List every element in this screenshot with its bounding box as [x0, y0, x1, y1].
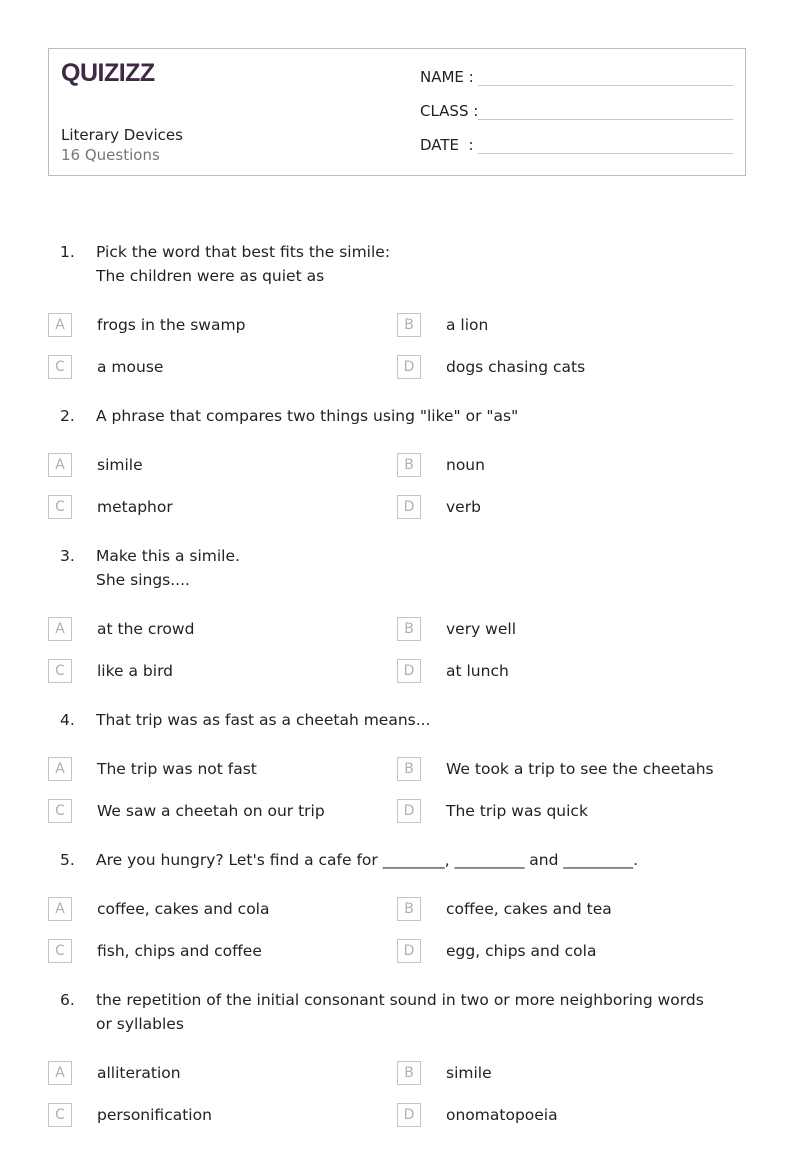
option-letter-box[interactable]: B — [397, 453, 421, 477]
question-number: 2. — [60, 407, 75, 425]
answer-option[interactable] — [397, 444, 746, 486]
option-text: The trip was quick — [446, 802, 588, 820]
answer-options — [48, 748, 748, 832]
option-letter-box[interactable]: D — [397, 355, 421, 379]
option-letter-box[interactable]: D — [397, 495, 421, 519]
answer-option[interactable] — [397, 748, 746, 790]
answer-option[interactable] — [48, 888, 397, 930]
question-count: 16 Questions — [61, 146, 160, 164]
answer-option[interactable] — [48, 1094, 397, 1136]
answer-option[interactable] — [397, 930, 746, 972]
option-text: at lunch — [446, 662, 509, 680]
option-letter-box[interactable]: A — [48, 757, 72, 781]
answer-options — [48, 608, 748, 692]
option-letter-box[interactable]: C — [48, 355, 72, 379]
answer-option[interactable] — [48, 748, 397, 790]
answer-options — [48, 888, 748, 972]
answer-option[interactable] — [48, 930, 397, 972]
option-letter-box[interactable]: A — [48, 897, 72, 921]
option-letter-box[interactable]: B — [397, 313, 421, 337]
question-number: 6. — [60, 991, 75, 1009]
option-letter-box[interactable]: A — [48, 453, 72, 477]
option-text: at the crowd — [97, 620, 195, 638]
answer-option[interactable] — [397, 790, 746, 832]
option-text: very well — [446, 620, 517, 638]
answer-option[interactable] — [48, 444, 397, 486]
option-letter-box[interactable]: D — [397, 939, 421, 963]
worksheet-header — [48, 48, 746, 176]
answer-option[interactable] — [397, 888, 746, 930]
question-list — [48, 240, 748, 1152]
answer-option[interactable] — [48, 346, 397, 388]
option-text: metaphor — [97, 498, 173, 516]
option-text: onomatopoeia — [446, 1106, 558, 1124]
question-text: Make this a simile. She sings.... — [96, 547, 240, 589]
option-text: simile — [97, 456, 143, 474]
date-line[interactable] — [478, 153, 733, 154]
answer-option[interactable] — [48, 304, 397, 346]
option-letter-box[interactable]: D — [397, 1103, 421, 1127]
question-text: Are you hungry? Let's find a cafe for ________, _________ and _________. — [96, 851, 639, 869]
option-letter-box[interactable]: A — [48, 1061, 72, 1085]
question — [48, 240, 748, 288]
question-text: That trip was as fast as a cheetah means... — [96, 711, 431, 729]
option-text: coffee, cakes and cola — [97, 900, 270, 918]
answer-option[interactable] — [48, 608, 397, 650]
option-letter-box[interactable]: D — [397, 659, 421, 683]
option-letter-box[interactable]: B — [397, 1061, 421, 1085]
option-letter-box[interactable]: B — [397, 897, 421, 921]
option-letter-box[interactable]: C — [48, 1103, 72, 1127]
answer-option[interactable] — [397, 1052, 746, 1094]
class-line[interactable] — [478, 119, 733, 120]
option-text: The trip was not fast — [97, 760, 257, 778]
option-text: verb — [446, 498, 481, 516]
answer-option[interactable] — [397, 608, 746, 650]
answer-options — [48, 304, 748, 388]
name-label: NAME : — [420, 68, 474, 86]
option-text: like a bird — [97, 662, 174, 680]
date-field[interactable] — [420, 136, 474, 154]
answer-options — [48, 1052, 748, 1136]
question — [48, 708, 748, 732]
answer-option[interactable] — [48, 1052, 397, 1094]
option-text: personification — [97, 1106, 212, 1124]
option-text: egg, chips and cola — [446, 942, 597, 960]
option-text: a mouse — [97, 358, 164, 376]
option-text: simile — [446, 1064, 492, 1082]
answer-option[interactable] — [397, 304, 746, 346]
answer-option[interactable] — [48, 486, 397, 528]
option-letter-box[interactable]: D — [397, 799, 421, 823]
option-text: We took a trip to see the cheetahs — [446, 760, 714, 778]
option-text: dogs chasing cats — [446, 358, 586, 376]
question-number: 4. — [60, 711, 75, 729]
option-text: coffee, cakes and tea — [446, 900, 612, 918]
question — [48, 848, 748, 872]
option-letter-box[interactable]: C — [48, 659, 72, 683]
question-text: Pick the word that best fits the simile: The children were as quiet as — [96, 243, 391, 285]
quizizz-logo: QUIZIZZ — [61, 59, 155, 87]
option-text: fish, chips and coffee — [97, 942, 262, 960]
answer-options — [48, 444, 748, 528]
answer-option[interactable] — [397, 486, 746, 528]
option-letter-box[interactable]: C — [48, 799, 72, 823]
option-letter-box[interactable]: B — [397, 617, 421, 641]
answer-option[interactable] — [397, 1094, 746, 1136]
date-label: DATE : — [420, 136, 474, 154]
answer-option[interactable] — [397, 650, 746, 692]
option-letter-box[interactable]: B — [397, 757, 421, 781]
question-text: A phrase that compares two things using "like" or "as" — [96, 407, 519, 425]
name-line[interactable] — [478, 85, 733, 86]
question-number: 3. — [60, 547, 75, 565]
class-field[interactable] — [420, 102, 478, 120]
option-text: a lion — [446, 316, 489, 334]
answer-option[interactable] — [48, 790, 397, 832]
option-letter-box[interactable]: C — [48, 495, 72, 519]
question-number: 1. — [60, 243, 75, 261]
question — [48, 404, 748, 428]
option-letter-box[interactable]: A — [48, 313, 72, 337]
option-text: We saw a cheetah on our trip — [97, 802, 325, 820]
option-text: frogs in the swamp — [97, 316, 246, 334]
answer-option[interactable] — [48, 650, 397, 692]
answer-option[interactable] — [397, 346, 746, 388]
class-label: CLASS : — [420, 102, 479, 120]
question-text: the repetition of the initial consonant sound in two or more neighboring words or syllables — [96, 991, 704, 1033]
option-text: alliteration — [97, 1064, 181, 1082]
question — [48, 544, 748, 592]
option-letter-box[interactable]: C — [48, 939, 72, 963]
question — [48, 988, 748, 1036]
worksheet-title: Literary Devices — [61, 126, 183, 144]
option-text: noun — [446, 456, 485, 474]
question-number: 5. — [60, 851, 75, 869]
name-field[interactable] — [420, 68, 474, 86]
option-letter-box[interactable]: A — [48, 617, 72, 641]
